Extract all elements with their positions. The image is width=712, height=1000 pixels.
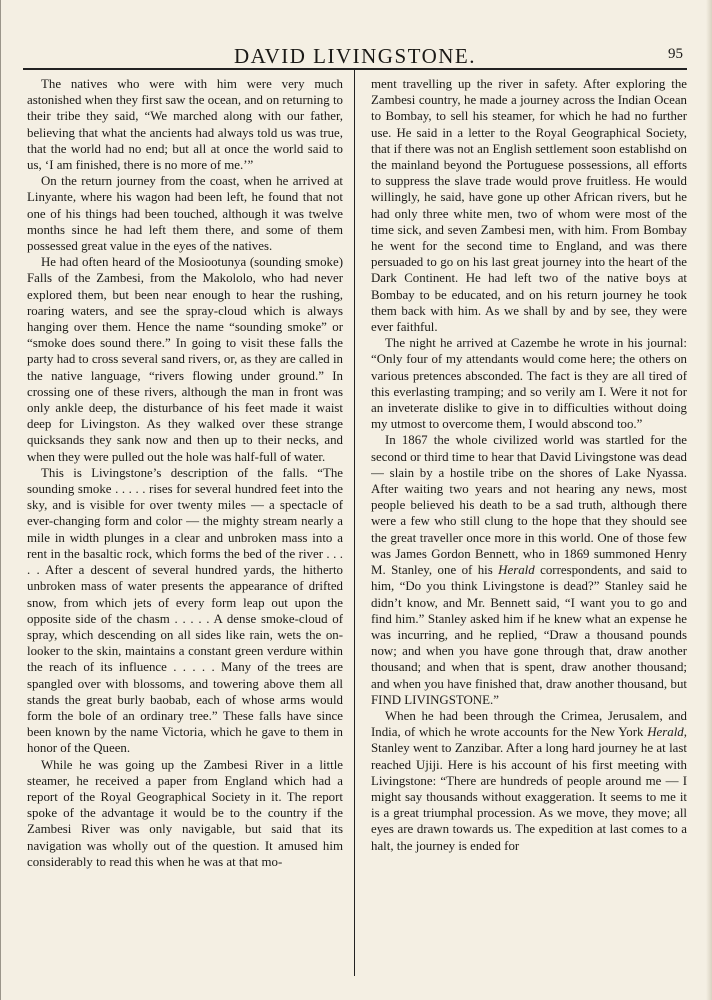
paragraph: On the return journey from the coast, when he arrived at Linyante, where his wagon had been left, he found that not one of his things had been touched, although it was twelve months since he had left them there, and some of them possessed great value in the eyes of the natives. <box>27 174 343 254</box>
paragraph: This is Livingstone’s description of the falls. “The sounding smoke . . . . . rises for several hundred feet into the sky, and is visible for over twenty miles — a spectacle of ever-changing form and color — the mighty stream nearly a mile in width plunges in a clear and unbroken mass into a rent in the basaltic rock, which forms the bed of the river . . . . . After a descent of several hundred yards, the hitherto unbroken mass of water presents the appearance of drifted snow, from which jets of every form leap out upon the opposite side of the chasm . . . . . A dense smoke-cloud of spray, which descending on all sides like rain, wets the on-looker to the skin, maintains a constant green verdure within the reach of its influence . . . . . Many of the trees are spangled over with blossoms, and towering above them all stands the great burly baobab, each of whose arms would form the bole of an ordinary tree.” These falls have since been known by the name Victoria, which he gave to them in honor of the Queen. <box>27 465 343 756</box>
paragraph: ment travelling up the river in safety. After exploring the Zambesi country, he made a journey across the Indian Ocean to Bombay, to sell his steamer, for which he had no further use. He said in a letter to the Royal Geographical Society, that if there was not an English settlement soon establishd on the mainland beyond the Portuguese possessions, all efforts to suppress the slave trade would prove fruitless. He would willingly, he said, have gone up other African rivers, but he had only three white men, two of whom were most of the time sick, and seven Zambesi men, with him. From Bombay he went for the second time to England, and was there persuaded to go on his last great journey into the heart of the Dark Continent. He had left two of the native boys at Bombay to be educated, and on his return journey he took them back with him. As we shall by and by see, they were ever faithful. <box>371 77 687 335</box>
left-column <box>27 76 343 976</box>
newspaper-name: Herald <box>647 725 684 740</box>
text-run: When he had been through the Crimea, Jerusalem, and India, of which he wrote accounts for the New York <box>371 708 687 740</box>
column-divider <box>354 70 355 976</box>
text-run: , Stanley went to Zanzibar. After a long hard journey he at last reached Ujiji. Here is his account of his first meeting with Livingstone: “There are hundreds of people around me — I might say thousands without exaggeration. It seems to me it is a great triumphal procession. As we move, they move; all eyes are drawn towards us. The expedition at last comes to a halt, the journey is ended for <box>371 725 687 853</box>
paragraph: The natives who were with him were very much astonished when they first saw the ocean, and on returning to their tribe they said, “We marched along with our father, believing that what the ancients had always told us was true, that the world had no end; but all at once the world said to us, ‘I am finished, there is no more of me.’” <box>27 77 343 173</box>
paragraph: He had often heard of the Mosiootunya (sounding smoke) Falls of the Zambesi, from the Makololo, who had never explored them, but been near enough to hear the rushing, roaring waters, and see the spray-cloud which is always hanging over them. Hence the name “sounding smoke” or “smoke does sound there.” In going to visit these falls the party had to cross several sand rivers, or, as they are called in the native language, “rivers flowing under ground.” In crossing one of these rivers, although the man in front was only ankle deep, the disturbance of his feet made it waist deep for Livingston. As they walked over these strange quicksands they sank now and then up to their necks, and when they were pulled out the hole was half-full of water. <box>27 255 343 464</box>
newspaper-name: Herald <box>498 563 535 578</box>
paragraph: The night he arrived at Cazembe he wrote in his journal: “Only four of my attendants would come here; the others on various pretences absconded. The fact is they are all tired of this everlasting tramping; and so verily am I. Were it not for an inveterate dislike to give in to difficulties without doing my utmost to overcome them, I would abscond too.” <box>371 336 687 432</box>
running-header <box>23 44 687 70</box>
page-edge-shadow <box>706 0 712 1000</box>
right-column <box>371 76 687 976</box>
paragraph <box>371 432 687 707</box>
text-run: correspondents, and said to him, “Do you think Livingstone is dead?” Stanley said he didn’t know, and Mr. Bennett said, “I want you to go and find him.” Stanley asked him if he knew what an expense he was incurring, and he replied, “Draw a thousand pounds now; and when you have gone through that, draw another thousand; and when that is spent, draw another thousand; and when you have finished that, draw another thousand, but FIND LIVINGSTONE.” <box>371 563 687 707</box>
text-run: In 1867 the whole civilized world was startled for the second or third time to hear that David Livingstone was dead — slain by a hostile tribe on the shores of Lake Nyassa. After waiting two years and not hearing any news, most people believed his death to be a sad truth, although there were a few who still clung to the hope that they should see the great traveller once more in this world. One of those few was James Gordon Bennett, who in 1869 summoned Henry M. Stanley, one of his <box>371 433 687 578</box>
paragraph: While he was going up the Zambesi River in a little steamer, he received a paper from England which had a report of the Royal Geographical Society in it. The report spoke of the advantage it would be to the country if the Zambesi River was only navigable, but said that its navigation was wholly out of the question. It amused him considerably to read this when he was at that mo- <box>27 757 343 869</box>
paragraph <box>371 708 687 854</box>
page-number: 95 <box>668 46 683 62</box>
page-title: DAVID LIVINGSTONE. <box>233 44 477 68</box>
